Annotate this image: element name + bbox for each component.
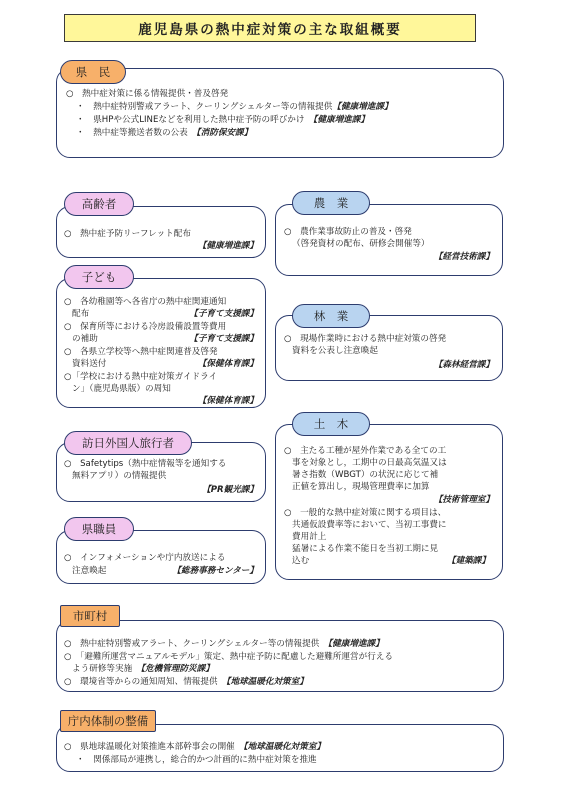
hounichi-item-1b: 無料アプリ）の情報提供 <box>72 471 167 481</box>
tag-nougyou: 農 業 <box>292 191 370 215</box>
shichouson-item-3: ○ 環境省等からの通知周知、情報提供 【地球温暖化対策室】 <box>64 677 308 687</box>
doboku-item-2d: 猛暑による作業不能日を当初工期に見 <box>292 544 439 554</box>
tag-kenmin: 県 民 <box>60 60 126 84</box>
kenmin-sub-1: ・ 熱中症特別警戒アラート、クーリングシェルター等の情報提供【健康増進課】 <box>76 102 393 112</box>
kodomo-item-2a: ○ 保育所等における冷房設備設置等費用 <box>64 322 227 332</box>
kodomo-item-1-dept: 【子育て支援課】 <box>189 309 258 319</box>
kenshokuin-dept: 【総務事務センター】 <box>172 566 258 576</box>
ringyou-item-1a: ○ 現場作業時における熱中症対策の啓発 <box>284 334 447 344</box>
kenmin-sub-3-dept: 【消防保安課】 <box>196 128 253 138</box>
doboku-item-2e: 込む <box>292 556 310 566</box>
tag-hounichi: 訪日外国人旅行者 <box>64 431 192 455</box>
tag-koureisha: 高齢者 <box>64 192 134 216</box>
doboku-item-2-dept: 【建築課】 <box>447 556 490 566</box>
shichouson-item-2b: よう研修等実施 【危機管理防災課】 <box>72 664 214 674</box>
tag-chounai: 庁内体制の整備 <box>60 710 156 732</box>
doboku-item-2b: 共通仮設費率等において、当初工事費に <box>292 520 447 530</box>
nougyou-item-1a: ○ 農作業事故防止の普及・啓発 <box>284 227 412 237</box>
shichouson-item-2a: ○ 「避難所運営マニュアルモデル」策定、熱中症予防に配慮した避難所運営が行える <box>64 652 393 662</box>
doboku-item-2c: 費用計上 <box>292 532 327 542</box>
kenmin-item-1: ○ 熱中症対策に係る情報提供・普及啓発 <box>66 89 229 99</box>
chounai-sub-1: ・ 関係部局が連携し，総合的かつ計画的に熱中症対策を推進 <box>76 755 317 765</box>
koureisha-item-1: ○ 熱中症予防リーフレット配布 <box>64 229 191 239</box>
kodomo-item-4a: ○「学校における熱中症対策ガイドライ <box>64 372 218 382</box>
tag-kenshokuin: 県職員 <box>64 517 134 541</box>
kodomo-item-3a: ○ 各県立学校等へ熱中症関連普及啓発 <box>64 347 218 357</box>
kenshokuin-item-1b: 注意喚起 <box>72 566 107 576</box>
ringyou-item-1b: 資料を公表し注意喚起 <box>292 346 378 356</box>
tag-doboku: 土 木 <box>292 412 370 436</box>
tag-kodomo: 子ども <box>64 265 134 289</box>
shichouson-item-1-dept: 【健康増進課】 <box>327 639 384 649</box>
kenshokuin-item-1a: ○ インフォメーションや庁内放送による <box>64 553 226 563</box>
kodomo-item-2-dept: 【子育て支援課】 <box>189 334 258 344</box>
kenmin-sub-2-dept: 【健康増進課】 <box>313 115 369 125</box>
hounichi-dept: 【PR観光課】 <box>202 485 258 495</box>
doboku-item-1b: 事を対象とし，工期中の日最高気温又は <box>292 458 447 468</box>
kodomo-item-3-dept: 【保健体育課】 <box>197 359 258 369</box>
kenmin-sub-3: ・ 熱中症等搬送者数の公表 【消防保安課】 <box>76 128 253 138</box>
doboku-item-1-dept: 【技術管理室】 <box>433 495 494 505</box>
shichouson-item-3-dept: 【地球温暖化対策室】 <box>226 677 308 687</box>
kodomo-item-4b: ン」（鹿児島県版）の周知 <box>72 384 171 394</box>
kodomo-item-4-dept: 【保健体育課】 <box>197 396 258 406</box>
nougyou-dept: 【経営技術課】 <box>433 252 494 262</box>
panel-kenmin <box>56 68 504 158</box>
doboku-item-1a: ○ 主たる工種が屋外作業である全ての工 <box>284 446 447 456</box>
nougyou-item-1b: （啓発資材の配布、研修会開催等） <box>292 239 430 249</box>
doboku-item-1c: 暑さ指数（WBGT）の状況に応じて補 <box>292 470 439 480</box>
koureisha-dept: 【健康増進課】 <box>197 241 258 251</box>
tag-ringyou: 林 業 <box>292 304 370 328</box>
kodomo-item-2b: の補助 <box>72 334 98 344</box>
chounai-item-1: ○ 県地球温暖化対策推進本部幹事会の開催 【地球温暖化対策室】 <box>64 742 326 752</box>
shichouson-item-2-dept: 【危機管理防災課】 <box>140 664 214 674</box>
hounichi-item-1a: ○ Safetytips（熱中症情報等を通知する <box>64 459 227 469</box>
kodomo-item-1b: 配布 <box>72 309 90 319</box>
kenmin-sub-2: ・ 県HPや公式LINEなどを利用した熱中症予防の呼びかけ 【健康増進課】 <box>76 115 369 125</box>
kodomo-item-1a: ○ 各幼稚園等へ各省庁の熱中症関連通知 <box>64 297 227 307</box>
page-title: 鹿児島県の熱中症対策の主な取組概要 <box>64 14 476 42</box>
kodomo-item-3b: 資料送付 <box>72 359 107 369</box>
doboku-item-1d: 正値を算出し，現場管理費率に加算 <box>292 482 430 492</box>
chounai-item-1-dept: 【地球温暖化対策室】 <box>243 742 326 752</box>
kenmin-sub-1-dept: 【健康増進課】 <box>332 102 393 112</box>
doboku-item-2a: ○ 一般的な熱中症対策に関する項目は、 <box>284 508 447 518</box>
shichouson-item-1: ○ 熱中症特別警戒アラート、クーリングシェルター等の情報提供 【健康増進課】 <box>64 639 384 649</box>
tag-shichouson: 市町村 <box>60 605 120 627</box>
ringyou-dept: 【森林経営課】 <box>433 360 494 370</box>
